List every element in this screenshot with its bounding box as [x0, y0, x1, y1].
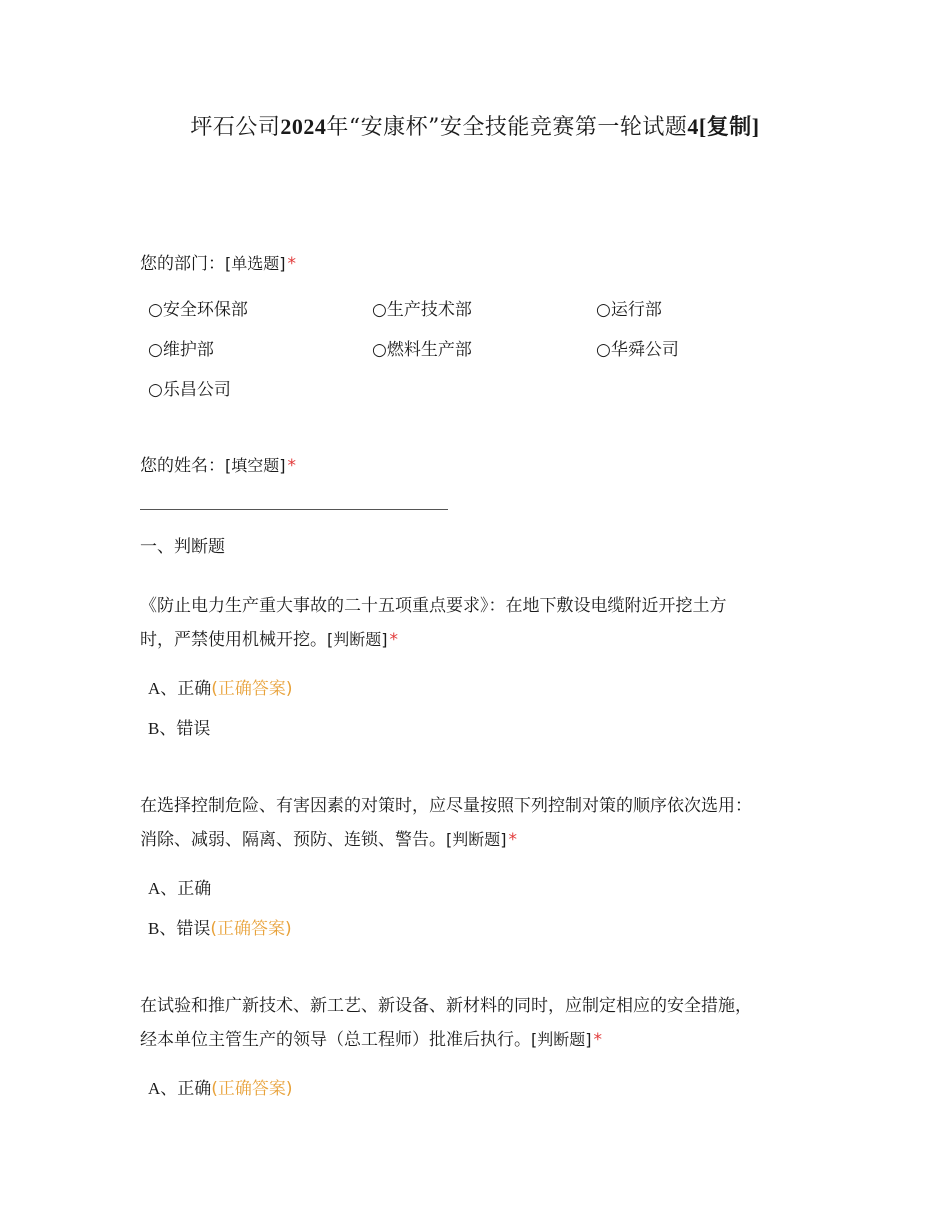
- question-text-line1: 在选择控制危险、有害因素的对策时，应尽量按照下列控制对策的顺序依次选用：: [140, 796, 752, 816]
- section-heading: 一、判断题: [140, 537, 225, 557]
- judge-question-3-options: [148, 1069, 828, 1109]
- option-operation-dept[interactable]: ○运行部: [596, 300, 662, 320]
- question-type: [判断题]: [446, 830, 507, 849]
- option-a[interactable]: A、正确: [148, 879, 212, 899]
- required-mark: *: [389, 630, 398, 650]
- question-text-line2: 时，严禁使用机械开挖。: [140, 630, 327, 650]
- option-production-tech-dept[interactable]: ○生产技术部: [372, 300, 472, 320]
- judge-question-3: [140, 989, 820, 1057]
- required-mark: *: [593, 1030, 602, 1050]
- question-text-line2: 消除、减弱、隔离、预防、连锁、警告。: [140, 830, 446, 850]
- option-lechang-company[interactable]: ○乐昌公司: [148, 380, 231, 400]
- judge-question-2-options: [148, 869, 828, 949]
- name-input-line[interactable]: [140, 509, 448, 510]
- question-text-line1: 在试验和推广新技术、新工艺、新设备、新材料的同时，应制定相应的安全措施，: [140, 996, 752, 1016]
- option-huashun-company[interactable]: ○华舜公司: [596, 340, 679, 360]
- judge-question-1-options: [148, 669, 828, 749]
- question-type: [填空题]: [225, 456, 286, 475]
- option-a[interactable]: A、正确(正确答案): [148, 679, 293, 699]
- question-type: [判断题]: [531, 1030, 592, 1049]
- correct-answer-tag: (正确答案): [211, 679, 293, 699]
- question-type: [单选题]: [225, 254, 286, 273]
- question-text: 您的部门：: [140, 254, 225, 274]
- required-mark: *: [287, 254, 296, 274]
- question-text-line2: 经本单位主管生产的领导（总工程师）批准后执行。: [140, 1030, 531, 1050]
- correct-answer-tag: (正确答案): [211, 1079, 293, 1099]
- question-text: 您的姓名：: [140, 456, 225, 476]
- correct-answer-tag: (正确答案): [210, 919, 292, 939]
- survey-title: 坪石公司2024年“安康杯”安全技能竞赛第一轮试题4[复制]: [190, 114, 760, 140]
- question-text-line1: 《防止电力生产重大事故的二十五项重点要求》：在地下敷设电缆附近开挖土方: [140, 596, 727, 616]
- option-fuel-dept[interactable]: ○燃料生产部: [372, 340, 472, 360]
- question-type: [判断题]: [327, 630, 388, 649]
- option-maintenance-dept[interactable]: ○维护部: [148, 340, 214, 360]
- question-name: [140, 449, 820, 483]
- judge-question-2: [140, 789, 820, 857]
- question-department: [140, 247, 820, 281]
- option-b[interactable]: B、错误(正确答案): [148, 919, 292, 939]
- option-b[interactable]: B、错误: [148, 719, 211, 739]
- option-safety-dept[interactable]: ○安全环保部: [148, 300, 248, 320]
- option-a[interactable]: A、正确(正确答案): [148, 1079, 293, 1099]
- required-mark: *: [508, 830, 517, 850]
- judge-question-1: [140, 589, 820, 657]
- department-options: [148, 290, 828, 410]
- required-mark: *: [287, 456, 296, 476]
